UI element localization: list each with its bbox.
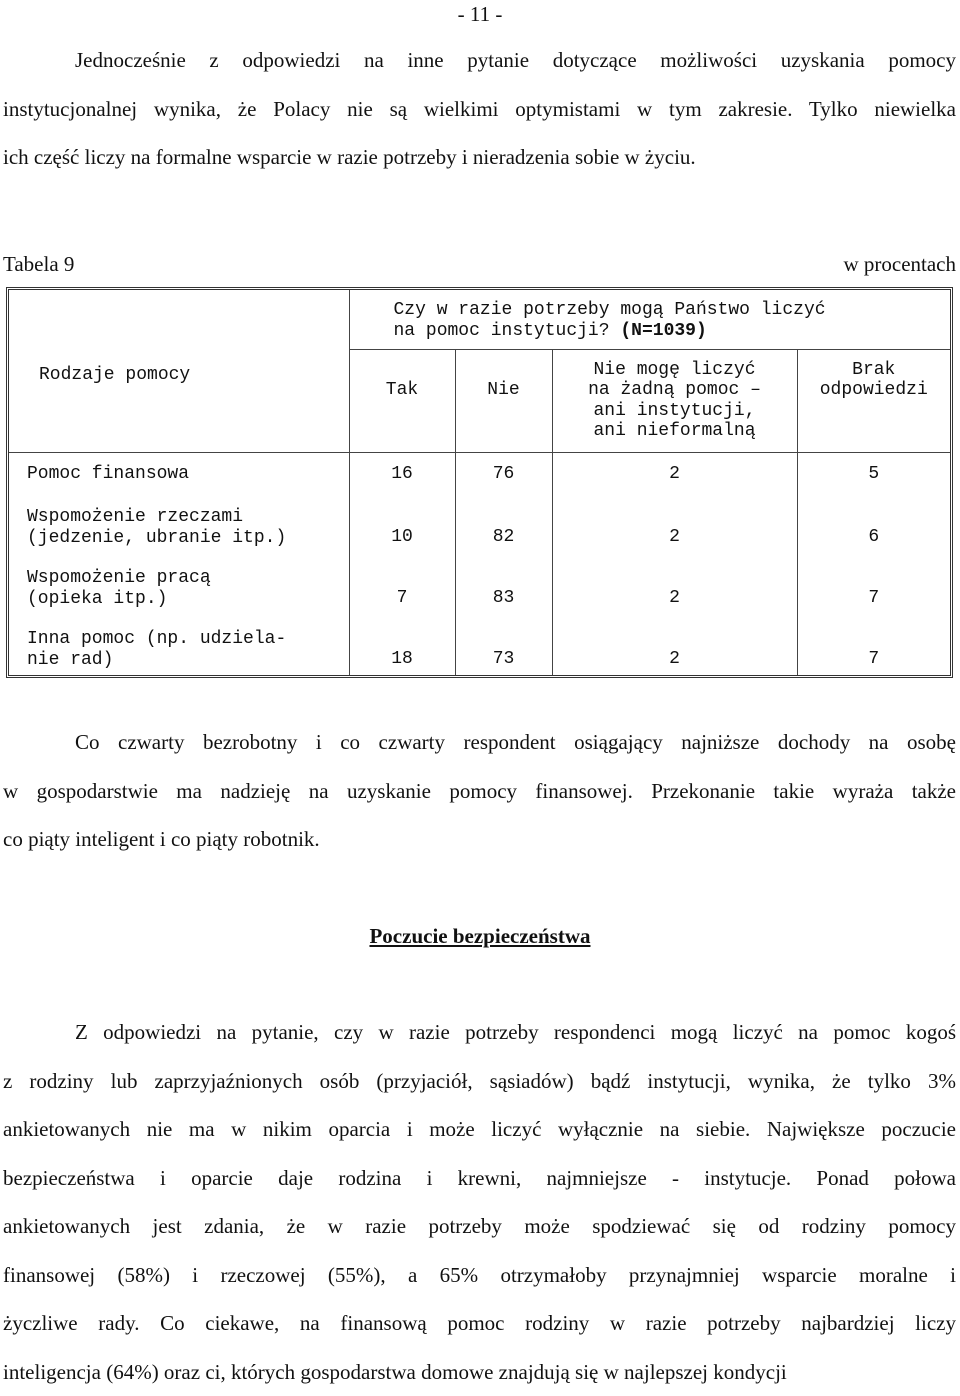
cell-none: 2 bbox=[552, 452, 797, 507]
row-label-line-2: (jedzenie, ubranie itp.) bbox=[27, 528, 349, 549]
intro-line-2: instytucjonalnej wynika, że Polacy nie są wielkimi optymistami w tym zakresie. Tylko niewielka bbox=[3, 85, 956, 134]
col-none-line-4: ani nieformalną bbox=[553, 421, 797, 442]
question-line-2: na pomoc instytucji? bbox=[394, 321, 610, 341]
cell-brak: 5 bbox=[797, 452, 950, 507]
row-label bbox=[9, 629, 349, 675]
row-label-line-1: Inna pomoc (np. udziela- bbox=[27, 629, 349, 650]
question-cell bbox=[349, 290, 950, 349]
col-brak bbox=[797, 349, 950, 452]
row-label-line-2: nie rad) bbox=[27, 650, 349, 671]
question-line-1: Czy w razie potrzeby mogą Państwo liczyć bbox=[394, 300, 951, 321]
row-label-line-2: (opieka itp.) bbox=[27, 589, 349, 610]
cell-tak: 10 bbox=[349, 507, 455, 568]
col-none bbox=[552, 349, 797, 452]
cell-nie: 76 bbox=[455, 452, 552, 507]
table-row bbox=[9, 507, 950, 568]
cell-none: 2 bbox=[552, 629, 797, 675]
intro-line-3: ich część liczy na formalne wsparcie w razie potrzeby i nieradzenia sobie w życiu. bbox=[3, 133, 956, 182]
col-brak-line-2: odpowiedzi bbox=[798, 380, 951, 401]
col-brak-line-1: Brak bbox=[798, 360, 951, 381]
para3-line-4: bezpieczeństwa i oparcie daje rodzina i krewni, najmniejsze - instytucje. Ponad połowa bbox=[3, 1154, 956, 1203]
col-nie: Nie bbox=[455, 349, 552, 452]
para2-line-2: w gospodarstwie ma nadzieję na uzyskanie pomocy finansowej. Przekonanie takie wyraża także bbox=[3, 767, 956, 816]
cell-brak: 6 bbox=[797, 507, 950, 568]
para2-line-3: co piąty inteligent i co piąty robotnik. bbox=[3, 815, 956, 864]
cell-none: 2 bbox=[552, 568, 797, 629]
cell-brak: 7 bbox=[797, 568, 950, 629]
cell-tak: 7 bbox=[349, 568, 455, 629]
para3-line-3: ankietowanych nie ma w nikim oparcia i może liczyć wyłącznie na siebie. Największe poczucie bbox=[3, 1105, 956, 1154]
para3-line-8: inteligencja (64%) oraz ci, których gospodarstwa domowe znajdują się w najlepszej kondycji bbox=[3, 1348, 956, 1396]
para3-line-5: ankietowanych jest zdania, że w razie potrzeby może spodziewać się od rodziny pomocy bbox=[3, 1202, 956, 1251]
col-none-line-2: na żadną pomoc – bbox=[553, 380, 797, 401]
para3-line-2: z rodziny lub zaprzyjaźnionych osób (przyjaciół, sąsiadów) bądź instytucji, wynika, że tylko 3% bbox=[3, 1057, 956, 1106]
cell-brak: 7 bbox=[797, 629, 950, 675]
question-n: (N=1039) bbox=[620, 321, 706, 341]
paragraph-3 bbox=[3, 1008, 956, 1396]
cell-nie: 73 bbox=[455, 629, 552, 675]
para3-line-6: finansowej (58%) i rzeczowej (55%), a 65% otrzymałoby przynajmniej wsparcie moralne i bbox=[3, 1251, 956, 1300]
para3-line-1: Z odpowiedzi na pytanie, czy w razie potrzeby respondenci mogą liczyć na pomoc kogoś bbox=[3, 1008, 956, 1057]
table-row bbox=[9, 629, 950, 675]
row-header: Rodzaje pomocy bbox=[39, 365, 190, 385]
table-caption bbox=[3, 250, 956, 278]
row-label bbox=[9, 452, 349, 507]
section-heading: Poczucie bezpieczeństwa bbox=[0, 922, 960, 950]
col-none-line-1: Nie mogę liczyć bbox=[553, 360, 797, 381]
cell-none: 2 bbox=[552, 507, 797, 568]
page-number: - 11 - bbox=[0, 2, 960, 26]
col-none-line-3: ani instytucji, bbox=[553, 401, 797, 422]
cell-tak: 18 bbox=[349, 629, 455, 675]
table-unit: w procentach bbox=[843, 250, 956, 278]
col-tak: Tak bbox=[349, 349, 455, 452]
row-header-cell bbox=[9, 290, 349, 452]
table-label: Tabela 9 bbox=[3, 252, 74, 276]
cell-tak: 16 bbox=[349, 452, 455, 507]
row-label-line-1: Wspomożenie rzeczami bbox=[27, 507, 349, 528]
row-label bbox=[9, 568, 349, 629]
row-label-line-1: Wspomożenie pracą bbox=[27, 568, 349, 589]
table-row bbox=[9, 568, 950, 629]
cell-nie: 82 bbox=[455, 507, 552, 568]
para2-line-1: Co czwarty bezrobotny i co czwarty respondent osiągający najniższe dochody na osobę bbox=[3, 718, 956, 767]
paragraph-2 bbox=[3, 718, 956, 864]
row-label-line-1: Pomoc finansowa bbox=[27, 464, 349, 485]
cell-nie: 83 bbox=[455, 568, 552, 629]
intro-line-1: Jednocześnie z odpowiedzi na inne pytanie dotyczące możliwości uzyskania pomocy bbox=[3, 36, 956, 85]
intro-paragraph bbox=[3, 36, 956, 182]
table-row bbox=[9, 452, 950, 507]
data-table bbox=[6, 287, 953, 678]
para3-line-7: życzliwe rady. Co ciekawe, na finansową pomoc rodziny w razie potrzeby najbardziej liczy bbox=[3, 1299, 956, 1348]
row-label bbox=[9, 507, 349, 568]
